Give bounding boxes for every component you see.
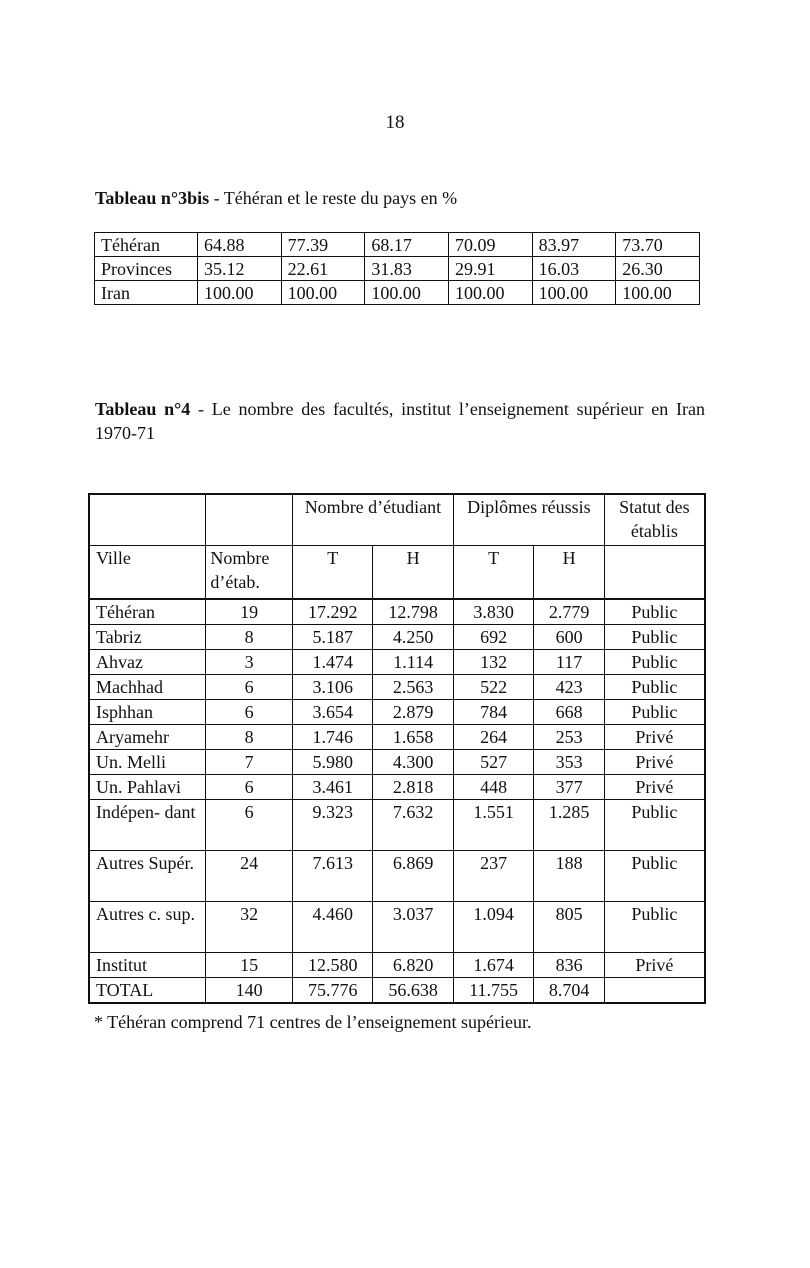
cell-statut: Public (604, 851, 705, 902)
cell-etudiant-h: 6.820 (373, 953, 453, 978)
cell-etudiant-h: 56.638 (373, 978, 453, 1004)
table-cell: 70.09 (448, 233, 532, 257)
cell-etudiant-t: 9.323 (292, 800, 372, 851)
cell-ville: Autres Supér. (89, 851, 206, 902)
cell-statut: Privé (604, 775, 705, 800)
cell-diplome-t: 237 (453, 851, 533, 902)
cell-etudiant-t: 7.613 (292, 851, 372, 902)
table-cell: 35.12 (198, 257, 282, 281)
cell-statut: Public (604, 650, 705, 675)
cell-nombre-etab: 8 (206, 725, 293, 750)
cell-nombre-etab: 3 (206, 650, 293, 675)
cell-nombre-etab: 7 (206, 750, 293, 775)
cell-statut: Public (604, 800, 705, 851)
cell-diplome-h: 2.779 (534, 599, 604, 625)
header-empty-cell (206, 494, 293, 546)
table4-caption-label: Tableau n°4 (95, 399, 191, 419)
cell-etudiant-h: 2.879 (373, 700, 453, 725)
cell-etudiant-t: 12.580 (292, 953, 372, 978)
table-row (89, 625, 705, 650)
table-row (95, 281, 700, 305)
cell-etudiant-t: 3.461 (292, 775, 372, 800)
cell-diplome-h: 8.704 (534, 978, 604, 1004)
table-cell: 100.00 (365, 281, 449, 305)
cell-etudiant-h: 4.250 (373, 625, 453, 650)
cell-statut: Public (604, 902, 705, 953)
cell-diplome-h: 600 (534, 625, 604, 650)
cell-diplome-h: 423 (534, 675, 604, 700)
table-row (89, 750, 705, 775)
table3bis (94, 232, 700, 305)
cell-ville: Téhéran (89, 599, 206, 625)
cell-statut: Privé (604, 750, 705, 775)
cell-diplome-t: 1.551 (453, 800, 533, 851)
cell-ville: Ahvaz (89, 650, 206, 675)
cell-etudiant-t: 5.187 (292, 625, 372, 650)
cell-nombre-etab: 6 (206, 700, 293, 725)
table-cell: 64.88 (198, 233, 282, 257)
table-row (89, 902, 705, 953)
cell-nombre-etab: 6 (206, 775, 293, 800)
cell-ville: Institut (89, 953, 206, 978)
row-label: Téhéran (95, 233, 198, 257)
cell-statut: Public (604, 599, 705, 625)
cell-etudiant-t: 5.980 (292, 750, 372, 775)
header-etudiant-h: H (373, 546, 453, 600)
table-row (89, 953, 705, 978)
row-label: Iran (95, 281, 198, 305)
cell-diplome-h: 353 (534, 750, 604, 775)
cell-etudiant-t: 4.460 (292, 902, 372, 953)
table-cell: 100.00 (281, 281, 365, 305)
table-cell: 31.83 (365, 257, 449, 281)
cell-diplome-t: 784 (453, 700, 533, 725)
cell-diplome-t: 522 (453, 675, 533, 700)
cell-etudiant-h: 3.037 (373, 902, 453, 953)
table4-header-row-2 (89, 546, 705, 600)
cell-diplome-h: 117 (534, 650, 604, 675)
cell-diplome-t: 3.830 (453, 599, 533, 625)
table4-caption-text: - Le nombre des facultés, institut l’enseignement supérieur en Iran 1970-71 (95, 399, 705, 443)
cell-etudiant-h: 6.869 (373, 851, 453, 902)
cell-nombre-etab: 19 (206, 599, 293, 625)
cell-ville: Isphhan (89, 700, 206, 725)
header-etudiant-t: T (292, 546, 372, 600)
table-cell: 100.00 (448, 281, 532, 305)
cell-etudiant-h: 2.818 (373, 775, 453, 800)
table-cell: 22.61 (281, 257, 365, 281)
table-cell: 73.70 (616, 233, 700, 257)
page-number: 18 (385, 112, 405, 133)
cell-ville: Tabriz (89, 625, 206, 650)
cell-nombre-etab: 32 (206, 902, 293, 953)
cell-ville: Aryamehr (89, 725, 206, 750)
cell-diplome-t: 1.674 (453, 953, 533, 978)
table-row (89, 851, 705, 902)
table-row (95, 233, 700, 257)
cell-etudiant-t: 1.746 (292, 725, 372, 750)
table4 (88, 493, 706, 1004)
table-cell: 77.39 (281, 233, 365, 257)
table-cell: 68.17 (365, 233, 449, 257)
cell-diplome-h: 668 (534, 700, 604, 725)
cell-diplome-h: 805 (534, 902, 604, 953)
cell-nombre-etab: 6 (206, 675, 293, 700)
cell-ville: TOTAL (89, 978, 206, 1004)
table3bis-caption-label: Tableau n°3bis (95, 188, 210, 208)
table-row (89, 599, 705, 625)
table-cell: 100.00 (198, 281, 282, 305)
table-row (89, 800, 705, 851)
cell-etudiant-t: 75.776 (292, 978, 372, 1004)
table4-header-row-1 (89, 494, 705, 546)
cell-etudiant-t: 3.106 (292, 675, 372, 700)
header-diplomes-reussis: Diplômes réussis (453, 494, 604, 546)
cell-ville: Indépen- dant (89, 800, 206, 851)
table-cell: 29.91 (448, 257, 532, 281)
cell-diplome-t: 132 (453, 650, 533, 675)
cell-diplome-t: 527 (453, 750, 533, 775)
cell-statut: Privé (604, 953, 705, 978)
cell-diplome-t: 692 (453, 625, 533, 650)
cell-nombre-etab: 140 (206, 978, 293, 1004)
header-diplome-h: H (534, 546, 604, 600)
table-row (95, 257, 700, 281)
table3bis-caption-text: - Téhéran et le reste du pays en % (209, 188, 458, 208)
cell-diplome-h: 377 (534, 775, 604, 800)
cell-etudiant-h: 1.114 (373, 650, 453, 675)
table4-caption (95, 397, 705, 445)
cell-ville: Un. Pahlavi (89, 775, 206, 800)
header-ville: Ville (89, 546, 206, 600)
cell-etudiant-h: 1.658 (373, 725, 453, 750)
table-row (89, 650, 705, 675)
table-cell: 100.00 (532, 281, 616, 305)
row-label: Provinces (95, 257, 198, 281)
cell-diplome-t: 1.094 (453, 902, 533, 953)
header-statut-empty (604, 546, 705, 600)
table4-footnote: * Téhéran comprend 71 centres de l’enseignement supérieur. (94, 1012, 532, 1032)
cell-diplome-t: 11.755 (453, 978, 533, 1004)
cell-diplome-t: 264 (453, 725, 533, 750)
cell-ville: Autres c. sup. (89, 902, 206, 953)
cell-statut: Public (604, 625, 705, 650)
table-row (89, 978, 705, 1004)
header-nombre-etudiant: Nombre d’étudiant (292, 494, 453, 546)
cell-etudiant-h: 4.300 (373, 750, 453, 775)
cell-nombre-etab: 6 (206, 800, 293, 851)
table3bis-caption (95, 186, 457, 210)
cell-diplome-h: 1.285 (534, 800, 604, 851)
cell-statut: Public (604, 675, 705, 700)
cell-etudiant-t: 3.654 (292, 700, 372, 725)
table-row (89, 775, 705, 800)
cell-nombre-etab: 24 (206, 851, 293, 902)
table-cell: 16.03 (532, 257, 616, 281)
cell-etudiant-h: 12.798 (373, 599, 453, 625)
header-empty-cell (89, 494, 206, 546)
header-diplome-t: T (453, 546, 533, 600)
cell-nombre-etab: 15 (206, 953, 293, 978)
cell-diplome-h: 188 (534, 851, 604, 902)
table-cell: 83.97 (532, 233, 616, 257)
cell-statut (604, 978, 705, 1004)
header-nombre-etab: Nombre d’étab. (206, 546, 293, 600)
cell-etudiant-h: 2.563 (373, 675, 453, 700)
cell-statut: Privé (604, 725, 705, 750)
cell-etudiant-t: 17.292 (292, 599, 372, 625)
table-row (89, 700, 705, 725)
cell-etudiant-t: 1.474 (292, 650, 372, 675)
cell-diplome-h: 836 (534, 953, 604, 978)
cell-statut: Public (604, 700, 705, 725)
table-cell: 100.00 (616, 281, 700, 305)
header-statut: Statut des établis (604, 494, 705, 546)
table-cell: 26.30 (616, 257, 700, 281)
cell-diplome-h: 253 (534, 725, 604, 750)
cell-nombre-etab: 8 (206, 625, 293, 650)
table-row (89, 675, 705, 700)
cell-ville: Machhad (89, 675, 206, 700)
table-row (89, 725, 705, 750)
cell-diplome-t: 448 (453, 775, 533, 800)
cell-etudiant-h: 7.632 (373, 800, 453, 851)
cell-ville: Un. Melli (89, 750, 206, 775)
